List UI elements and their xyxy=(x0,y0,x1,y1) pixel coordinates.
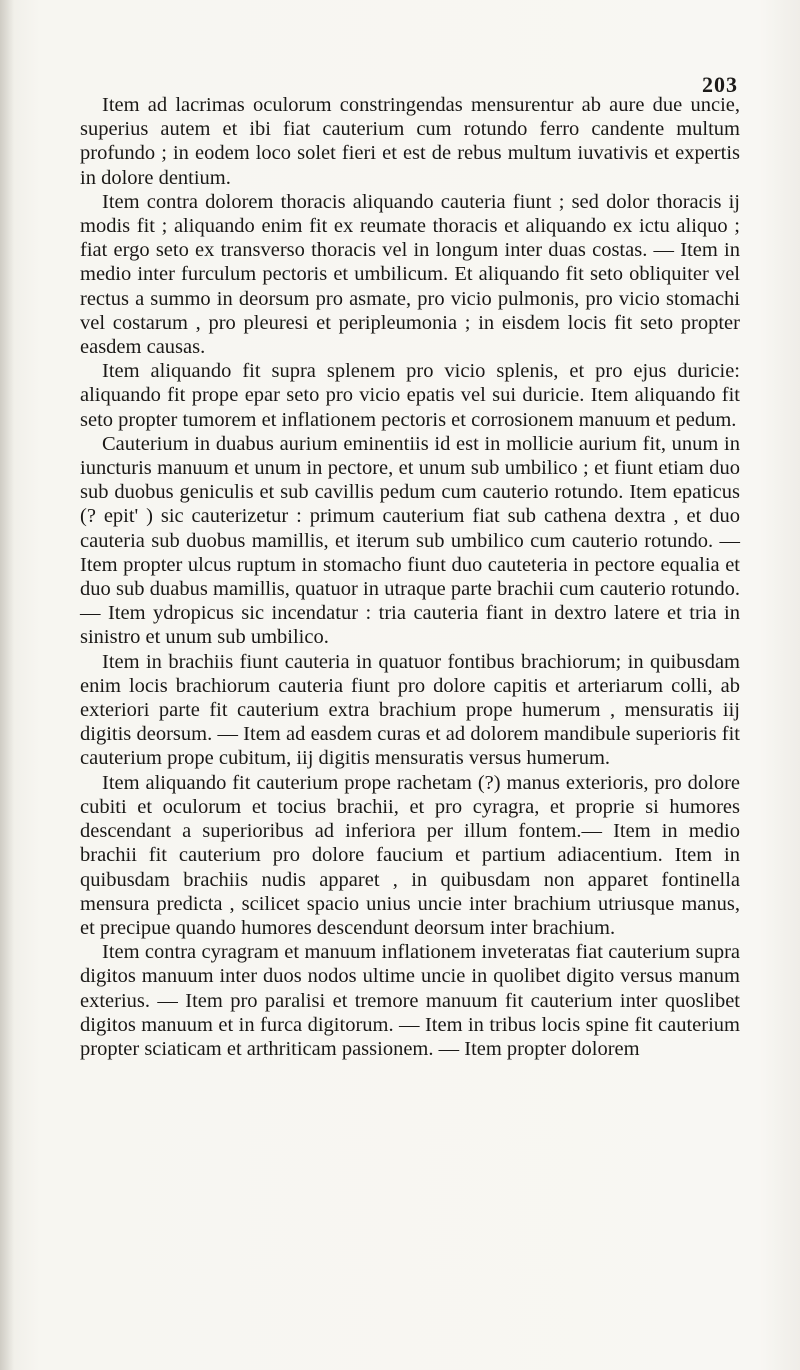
paragraph-lacrimas: Item ad lacrimas oculorum constringendas mensurentur ab aure due uncie, superius autem et ibi fiat cauterium cum rotundo ferro candente multum profundo ; in eodem loco solet fieri et est de rebus multum iuvativis et expertis in dolore dentium. xyxy=(80,94,740,189)
paragraph-rachetam: Item aliquando fit cauterium prope rachetam (?) manus exterioris, pro dolore cubiti et oculorum et tocius brachii, et pro cyragra, et proprie si humores descendant a superioribus ad inferiora per illum fontem.— Item in medio brachii fit cauterium pro dolore faucium et partium adiacentium. Item in quibusdam brachiis nudis apparet , in quibusdam non apparet fontinella mensura predicta , scilicet spacio unius uncie inter brachium utriusque manus, et precipue quando humores descendunt deorsum inter brachium. xyxy=(80,771,740,939)
paragraph-aurium: Cauterium in duabus aurium eminentiis id est in mollicie aurium fit, unum in iuncturis manuum et unum in pectore, et unum sub umbilico ; et fiunt etiam duo sub duobus geniculis et sub cavillis pedum cum cauterio rotundo. Item epaticus (? epit' ) sic cauterizetur : primum cauterium fiat sub cathena dextra , et duo cauteria sub duobus mamillis, et iterum sub umbilico cum cauterio rotundo. — Item propter ulcus ruptum in stomacho fiunt duo cauteteria in pectore equalia et duo sub duabus mamillis, quatuor in utraque parte brachii cum cauterio rotundo. — Item ydropicus sic incendatur : tria cauteria fiant in dextro latere et tria in sinistro et unum sub umbilico. xyxy=(80,432,740,649)
paragraph-cyragram: Item contra cyragram et manuum inflationem inveteratas fiat cauterium supra digitos manuum inter duos nodos ultime uncie in quolibet digito versus manum exterius. — Item pro paralisi et tremore manuum fit cauterium inter quoslibet digitos manuum et in furca digitorum. — Item in tribus locis spine fit cauterium propter sciaticam et arthriticam passionem. — Item propter dolorem xyxy=(80,941,740,1060)
paragraph-thoracis: Item contra dolorem thoracis aliquando cauteria fiunt ; sed dolor thoracis ij modis fit ; aliquando enim fit ex reumate thoracis et aliquando ex ictu aliquo ; fiat ergo seto ex transverso thoracis vel in longum inter duas costas. — Item in medio inter furculum pectoris et umbilicum. Et aliquando fit seto obliquiter vel rectus a summo in deorsum pro asmate, pro vicio pulmonis, pro vicio stomachi vel costarum , pro pleuresi et peripleumonia ; in eisdem locis fit seto propter easdem causas. xyxy=(80,190,740,359)
paragraph-splenem: Item aliquando fit supra splenem pro vicio splenis, et pro ejus duricie: aliquando fit prope epar seto pro vicio epatis vel sui duricie. Item aliquando fit seto propter tumorem et inflationem pectoris et corrosionem manuum et pedum. xyxy=(80,360,740,431)
binding-shadow xyxy=(0,0,14,1370)
page-number: 203 xyxy=(702,72,738,97)
paragraph-brachiis: Item in brachiis fiunt cauteria in quatuor fontibus brachiorum; in quibusdam enim locis brachiorum cauteria fiunt pro dolore capitis et arteriarum colli, ab exteriori parte fit cauterium extra brachium prope humerum , mensuratis iij digitis deorsum. — Item ad easdem curas et ad dolorem mandibule superioris fit cauterium prope cubitum, iij digitis mensuratis versus humerum. xyxy=(80,650,740,770)
body-text xyxy=(80,93,740,1061)
